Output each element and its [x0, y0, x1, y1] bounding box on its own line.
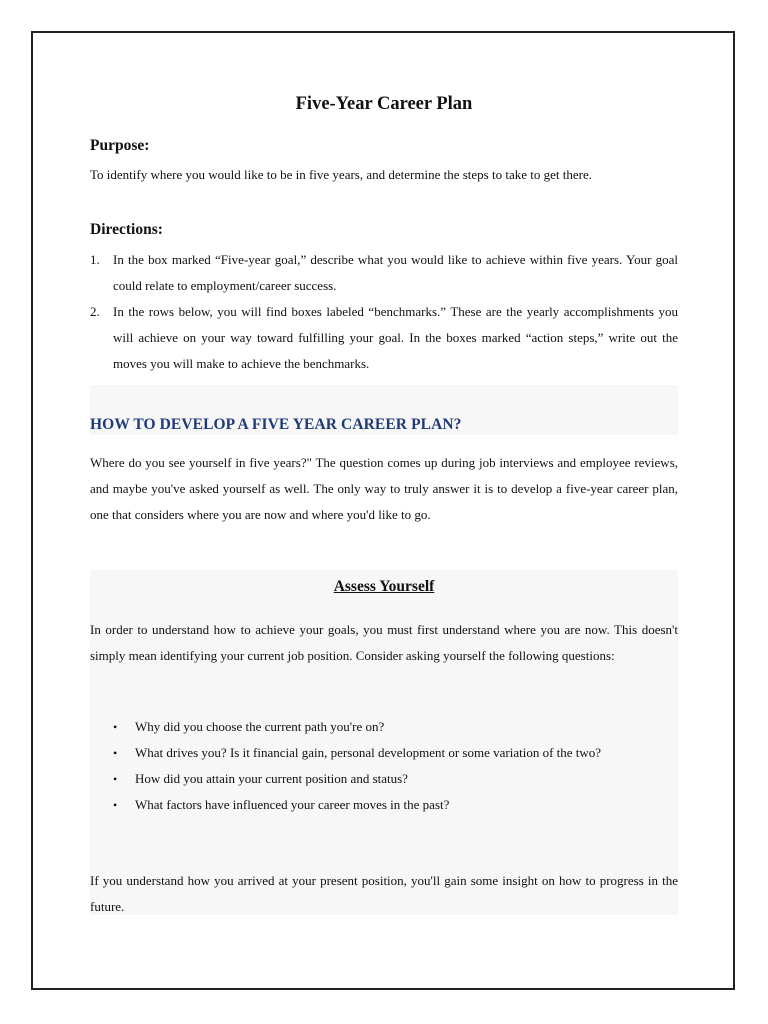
directions-list [90, 247, 678, 377]
list-item [90, 714, 678, 740]
bullet-icon: • [113, 798, 118, 812]
list-item-text: In the rows below, you will find boxes labeled “benchmarks.” These are the yearly accomplishments you will achieve on your way toward fulfilling your goal. In the boxes marked “action steps,” write out the moves you will make to achieve the benchmarks. [113, 304, 678, 371]
intro-paragraph: Where do you see yourself in five years?" The question comes up during job interviews and employee reviews, and maybe you've asked yourself as well. The only way to truly answer it is to develop a five-year career plan, one that considers where you are now and where you'd like to go. [90, 455, 678, 522]
list-number: 2. [90, 304, 100, 319]
purpose-text: To identify where you would like to be in five years, and determine the steps to take to get there. [90, 167, 592, 182]
list-item-text: In the box marked “Five-year goal,” describe what you would like to achieve within five years. Your goal could relate to employment/career success. [113, 252, 678, 293]
section-heading: HOW TO DEVELOP A FIVE YEAR CAREER PLAN? [90, 416, 462, 433]
list-item [90, 792, 678, 818]
list-item [90, 766, 678, 792]
closing-paragraph: If you understand how you arrived at your present position, you'll gain some insight on how to progress in the future. [90, 873, 678, 914]
document-title: Five-Year Career Plan [295, 94, 473, 114]
bullet-icon: • [113, 772, 118, 786]
list-item [90, 299, 678, 377]
bullet-icon: • [113, 746, 118, 760]
list-number: 1. [90, 252, 100, 267]
list-item-text: How did you attain your current position and status? [135, 771, 408, 786]
assess-paragraph: In order to understand how to achieve your goals, you must first understand where you are now. This doesn't simply mean identifying your current job position. Consider asking yourself the following questions: [90, 622, 678, 663]
questions-list [90, 714, 678, 818]
directions-heading: Directions: [90, 221, 163, 238]
list-item [90, 247, 678, 299]
purpose-heading: Purpose: [90, 137, 150, 154]
subsection-heading: Assess Yourself [333, 578, 435, 595]
list-item-text: What drives you? Is it financial gain, personal development or some variation of the two? [135, 745, 602, 760]
list-item-text: Why did you choose the current path you're on? [135, 719, 385, 734]
list-item-text: What factors have influenced your career moves in the past? [135, 797, 450, 812]
list-item [90, 740, 678, 766]
bullet-icon: • [113, 720, 118, 734]
